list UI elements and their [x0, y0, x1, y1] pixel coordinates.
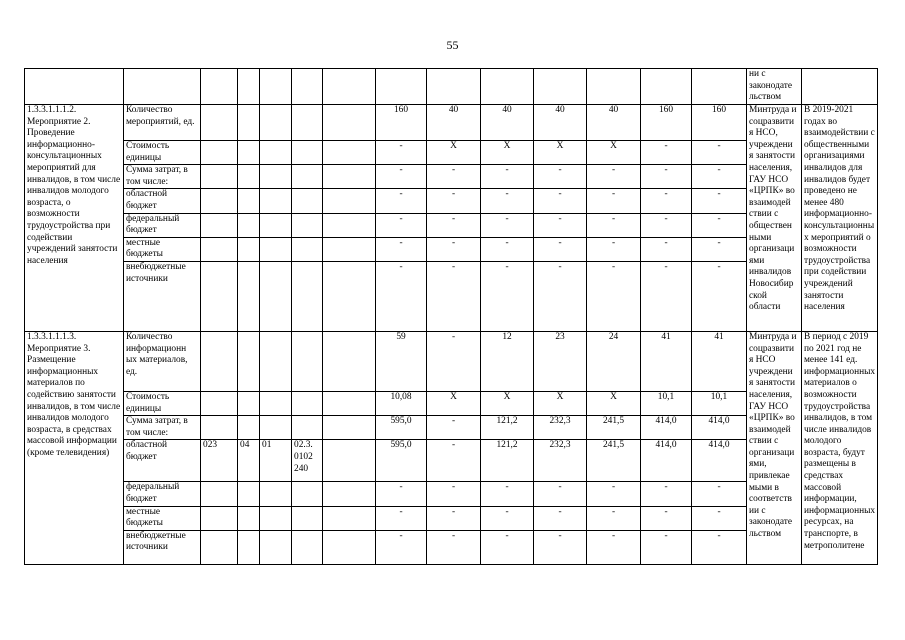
measure-name-cell: 1.3.3.1.1.1.2. Мероприятие 2. Проведение информационно-консультационных мероприятий для инвалидов, в том числе инвалидов молодого возраста, о возможности трудоустройства при содействии учреждений занятости населения [25, 105, 124, 332]
grbs-cell: 023 [201, 440, 238, 482]
program-table [24, 68, 878, 565]
rz-cell [238, 391, 260, 415]
csr-cell [292, 391, 323, 415]
csr-cell [292, 141, 323, 165]
value-cell: 41 [692, 331, 747, 391]
value-cell: 160 [692, 105, 747, 141]
executor-cell: Минтруда и соцразвити я НСО, учреждени я занятости населения, ГАУ НСО «ЦРПК» во взаимодей ствии с обществен ными организаци ями инвалидов Новосибир ской области [747, 105, 802, 332]
value-cell: 160 [376, 105, 427, 141]
value-cell: 241,5 [587, 416, 641, 440]
csr-cell [292, 213, 323, 237]
rz-cell [238, 416, 260, 440]
cell-empty [323, 69, 376, 105]
value-cell: - [692, 261, 747, 331]
rz-cell [238, 506, 260, 530]
value-cell: - [587, 237, 641, 261]
pr-cell [260, 482, 292, 506]
grbs-cell [201, 213, 238, 237]
rz-cell [238, 261, 260, 331]
grbs-cell [201, 506, 238, 530]
value-cell: 595,0 [376, 440, 427, 482]
cell-empty [292, 69, 323, 105]
value-cell: - [641, 141, 692, 165]
value-cell: - [587, 482, 641, 506]
value-cell: - [481, 482, 534, 506]
pr-cell [260, 506, 292, 530]
value-cell: - [481, 237, 534, 261]
indicator-label-cell: Количество мероприятий, ед. [124, 105, 201, 141]
expected-result-cell: В 2019-2021 годах во взаимодействии с общественными организациями инвалидов для инвалидов будет проведено не менее 480 информационно-консультационны х мероприятий о возможности трудоустройства при содействии учреждений занятости населения [802, 105, 878, 332]
cell-empty [323, 213, 376, 237]
pr-cell [260, 530, 292, 564]
value-cell: - [427, 416, 481, 440]
value-cell: - [534, 482, 587, 506]
pr-cell [260, 391, 292, 415]
value-cell: - [427, 261, 481, 331]
rz-cell [238, 530, 260, 564]
grbs-cell [201, 189, 238, 213]
grbs-cell [201, 530, 238, 564]
value-cell: 414,0 [641, 440, 692, 482]
value-cell: 414,0 [692, 416, 747, 440]
rz-cell [238, 189, 260, 213]
value-cell: 241,5 [587, 440, 641, 482]
value-cell: - [534, 189, 587, 213]
cell-empty [25, 69, 124, 105]
csr-cell: 02.3. 0102 240 [292, 440, 323, 482]
rz-cell [238, 165, 260, 189]
executor-tail-cell: ни с законодате льством [747, 69, 802, 105]
value-cell: 121,2 [481, 440, 534, 482]
value-cell: 10,1 [692, 391, 747, 415]
csr-cell [292, 237, 323, 261]
rz-cell [238, 237, 260, 261]
csr-cell [292, 165, 323, 189]
value-cell: - [534, 506, 587, 530]
value-cell: - [427, 189, 481, 213]
grbs-cell [201, 482, 238, 506]
value-cell: - [427, 530, 481, 564]
cell-empty [323, 506, 376, 530]
indicator-label-cell: Сумма затрат, в том числе: [124, 416, 201, 440]
grbs-cell [201, 141, 238, 165]
indicator-label-cell: областной бюджет [124, 189, 201, 213]
value-cell: - [587, 261, 641, 331]
table-row [25, 331, 878, 391]
value-cell: 59 [376, 331, 427, 391]
value-cell: - [587, 213, 641, 237]
pr-cell [260, 141, 292, 165]
rz-cell: 04 [238, 440, 260, 482]
value-cell: - [481, 189, 534, 213]
value-cell: - [641, 506, 692, 530]
cell-empty [376, 69, 427, 105]
grbs-cell [201, 261, 238, 331]
value-cell: - [481, 530, 534, 564]
executor-cell: Минтруда и соцразвити я НСО учреждени я занятости населения, ГАУ НСО «ЦРПК» во взаимодей ствии с организаци ями, привлекае мыми в соответств ии с законодате льством [747, 331, 802, 564]
pr-cell [260, 237, 292, 261]
value-cell: - [376, 261, 427, 331]
cell-empty [323, 530, 376, 564]
table-row-continuation [25, 69, 878, 105]
value-cell: - [427, 331, 481, 391]
grbs-cell [201, 416, 238, 440]
indicator-label-cell: федеральный бюджет [124, 482, 201, 506]
expected-result-cell: В период с 2019 по 2021 год не менее 141 ед. информационных материалов о возможности трудоустройства инвалидов, в том числе инвалидов молодого возраста, будут размещены в средствах массовой информации, информационных ресурсах, на транспорте, в метрополитене [802, 331, 878, 564]
value-cell: 595,0 [376, 416, 427, 440]
indicator-label-cell: местные бюджеты [124, 237, 201, 261]
value-cell: 10,1 [641, 391, 692, 415]
value-cell: - [692, 482, 747, 506]
pr-cell [260, 189, 292, 213]
value-cell: - [692, 141, 747, 165]
indicator-label-cell: федеральный бюджет [124, 213, 201, 237]
value-cell: - [427, 213, 481, 237]
value-cell: - [692, 213, 747, 237]
csr-cell [292, 105, 323, 141]
rz-cell [238, 213, 260, 237]
value-cell: 10,08 [376, 391, 427, 415]
value-cell: - [641, 237, 692, 261]
value-cell: - [587, 530, 641, 564]
grbs-cell [201, 105, 238, 141]
grbs-cell [201, 391, 238, 415]
value-cell: - [641, 189, 692, 213]
cell-empty [323, 237, 376, 261]
cell-empty [802, 69, 878, 105]
indicator-label-cell: Стоимость единицы [124, 141, 201, 165]
measure-name-cell: 1.3.3.1.1.1.3. Мероприятие 3. Размещение информационных материалов по содействию занятости инвалидов, в том числе инвалидов молодого возраста, в средствах массовой информации (кроме телевидения) [25, 331, 124, 564]
value-cell: - [534, 213, 587, 237]
value-cell: - [692, 165, 747, 189]
csr-cell [292, 482, 323, 506]
cell-empty [323, 105, 376, 141]
value-cell: - [376, 165, 427, 189]
value-cell: - [481, 165, 534, 189]
indicator-label-cell: местные бюджеты [124, 506, 201, 530]
csr-cell [292, 530, 323, 564]
rz-cell [238, 105, 260, 141]
value-cell: - [587, 189, 641, 213]
cell-empty [534, 69, 587, 105]
cell-empty [124, 69, 201, 105]
value-cell: - [427, 482, 481, 506]
cell-empty [427, 69, 481, 105]
rz-cell [238, 141, 260, 165]
cell-empty [323, 189, 376, 213]
value-cell: - [534, 261, 587, 331]
value-cell: X [481, 141, 534, 165]
value-cell: - [692, 237, 747, 261]
value-cell: 12 [481, 331, 534, 391]
value-cell: 160 [641, 105, 692, 141]
indicator-label-cell: Сумма затрат, в том числе: [124, 165, 201, 189]
value-cell: - [641, 261, 692, 331]
cell-empty [481, 69, 534, 105]
csr-cell [292, 416, 323, 440]
value-cell: - [641, 530, 692, 564]
value-cell: 40 [534, 105, 587, 141]
table-row [25, 105, 878, 141]
value-cell: X [427, 141, 481, 165]
indicator-label-cell: Количество информационн ых материалов, ед. [124, 331, 201, 391]
value-cell: - [534, 530, 587, 564]
indicator-label-cell: Стоимость единицы [124, 391, 201, 415]
value-cell: X [587, 141, 641, 165]
value-cell: - [692, 506, 747, 530]
grbs-cell [201, 165, 238, 189]
value-cell: - [587, 506, 641, 530]
csr-cell [292, 506, 323, 530]
value-cell: X [534, 141, 587, 165]
value-cell: 232,3 [534, 440, 587, 482]
pr-cell [260, 331, 292, 391]
value-cell: 41 [641, 331, 692, 391]
value-cell: - [641, 482, 692, 506]
value-cell: - [376, 237, 427, 261]
indicator-label-cell: внебюджетные источники [124, 530, 201, 564]
cell-empty [692, 69, 747, 105]
pr-cell: 01 [260, 440, 292, 482]
value-cell: - [427, 165, 481, 189]
value-cell: X [481, 391, 534, 415]
value-cell: - [376, 189, 427, 213]
value-cell: - [427, 237, 481, 261]
cell-empty [323, 391, 376, 415]
value-cell: 40 [427, 105, 481, 141]
value-cell: 40 [587, 105, 641, 141]
value-cell: - [481, 213, 534, 237]
page-number: 55 [446, 38, 459, 52]
cell-empty [641, 69, 692, 105]
pr-cell [260, 105, 292, 141]
value-cell: - [692, 189, 747, 213]
cell-empty [323, 482, 376, 506]
value-cell: 414,0 [692, 440, 747, 482]
value-cell: 23 [534, 331, 587, 391]
value-cell: X [427, 391, 481, 415]
value-cell: - [427, 506, 481, 530]
value-cell: - [427, 440, 481, 482]
cell-empty [323, 141, 376, 165]
csr-cell [292, 189, 323, 213]
cell-empty [201, 69, 238, 105]
value-cell: - [376, 213, 427, 237]
cell-empty [323, 261, 376, 331]
cell-empty [587, 69, 641, 105]
value-cell: - [376, 506, 427, 530]
cell-empty [323, 165, 376, 189]
cell-empty [323, 440, 376, 482]
pr-cell [260, 261, 292, 331]
indicator-label-cell: областной бюджет [124, 440, 201, 482]
grbs-cell [201, 331, 238, 391]
value-cell: X [587, 391, 641, 415]
pr-cell [260, 416, 292, 440]
value-cell: - [692, 530, 747, 564]
pr-cell [260, 213, 292, 237]
value-cell: - [587, 165, 641, 189]
value-cell: X [534, 391, 587, 415]
cell-empty [260, 69, 292, 105]
value-cell: - [534, 237, 587, 261]
value-cell: - [376, 482, 427, 506]
value-cell: 232,3 [534, 416, 587, 440]
value-cell: - [641, 213, 692, 237]
grbs-cell [201, 237, 238, 261]
csr-cell [292, 261, 323, 331]
rz-cell [238, 482, 260, 506]
pr-cell [260, 165, 292, 189]
cell-empty [238, 69, 260, 105]
value-cell: - [641, 165, 692, 189]
value-cell: - [481, 261, 534, 331]
value-cell: - [376, 141, 427, 165]
value-cell: - [481, 506, 534, 530]
value-cell: 414,0 [641, 416, 692, 440]
value-cell: 121,2 [481, 416, 534, 440]
rz-cell [238, 331, 260, 391]
value-cell: - [534, 165, 587, 189]
cell-empty [323, 416, 376, 440]
csr-cell [292, 331, 323, 391]
value-cell: 40 [481, 105, 534, 141]
cell-empty [323, 331, 376, 391]
indicator-label-cell: внебюджетные источники [124, 261, 201, 331]
table-body [25, 69, 878, 565]
value-cell: 24 [587, 331, 641, 391]
value-cell: - [376, 530, 427, 564]
